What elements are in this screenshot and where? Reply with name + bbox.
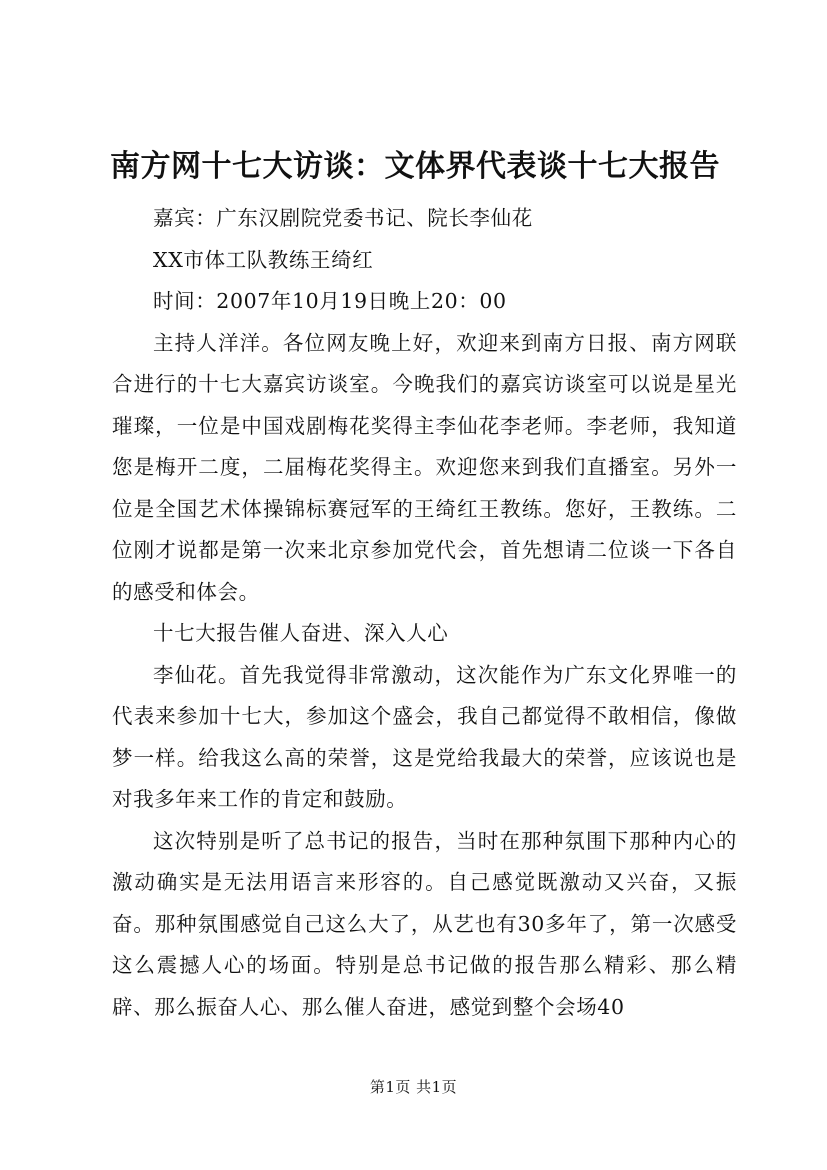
document-body [112, 198, 737, 1028]
li-xianhua-paragraph: 李仙花。首先我觉得非常激动，这次能作为广东文化界唯一的代表来参加十七大，参加这个盛会，我自己都觉得不敢相信，像做梦一样。给我这么高的荣誉，这是党给我最大的荣誉，应该说也是对我多年来工作的肯定和鼓励。 [112, 662, 737, 811]
section-heading: 十七大报告催人奋进、深入人心 [153, 621, 449, 645]
page-footer: 第1页 共1页 [369, 1078, 458, 1096]
host-intro-paragraph: 主持人洋洋。各位网友晚上好，欢迎来到南方日报、南方网联合进行的十七大嘉宾访谈室。今晚我们的嘉宾访谈室可以说是星光璀璨，一位是中国戏剧梅花奖得主李仙花李老师。李老师，我知道您是梅开二度，二届梅花奖得主。欢迎您来到我们直播室。另外一位是全国艺术体操锦标赛冠军的王绮红王教练。您好，王教练。二位刚才说都是第一次来北京参加党代会，首先想请二位谈一下各自的感受和体会。 [112, 330, 737, 604]
time-line: 时间：2007年10月19日晚上20：00 [153, 289, 507, 313]
report-impression-paragraph: 这次特别是听了总书记的报告，当时在那种氛围下那种内心的激动确实是无法用语言来形容的。自己感觉既激动又兴奋，又振奋。那种氛围感觉自己这么大了，从艺也有30多年了，第一次感受这么震撼人心的场面。特别是总书记做的报告那么精彩、那么精辟、那么振奋人心、那么催人奋进，感觉到整个会场40 [112, 828, 737, 1019]
guest-line-1: 嘉宾：广东汉剧院党委书记、院长李仙花 [153, 206, 533, 230]
document-title: 南方网十七大访谈：文体界代表谈十七大报告 [110, 149, 720, 184]
guest-line-2: XX市体工队教练王绮红 [153, 247, 374, 272]
